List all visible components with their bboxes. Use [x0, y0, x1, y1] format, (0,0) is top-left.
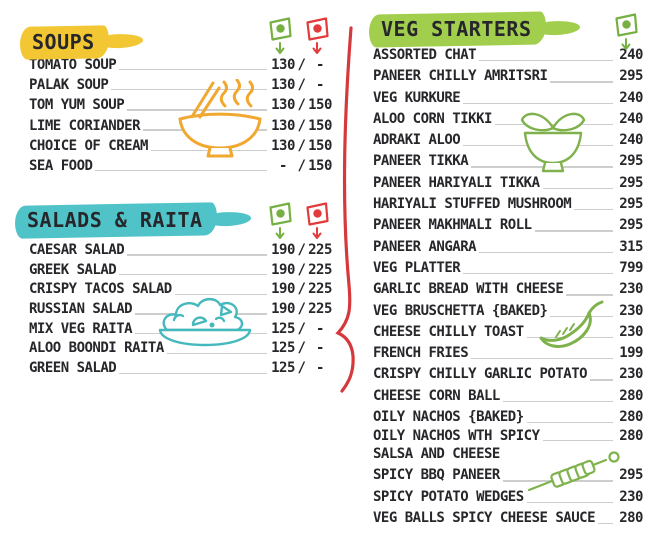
bbq-skewer-icon	[526, 450, 622, 498]
item-name: ALOO BOONDI RAITA	[29, 340, 164, 357]
menu-item-row	[29, 241, 332, 261]
leader-line	[566, 294, 613, 295]
item-name: CAESAR SALAD	[29, 242, 125, 258]
menu-item-row	[373, 258, 643, 279]
item-price	[271, 339, 332, 359]
item-price	[271, 75, 332, 95]
item-price-nonveg: -	[316, 340, 324, 357]
menu-item-row	[373, 407, 643, 428]
leader-line	[479, 60, 613, 61]
item-price: 315	[619, 238, 643, 255]
menu-item-row	[29, 359, 332, 379]
item-name: TOMATO SOUP	[29, 57, 117, 73]
menu-item-row	[373, 508, 643, 529]
item-price	[271, 280, 332, 300]
item-price-nonveg: -	[316, 57, 324, 73]
nonveg-flag-icon	[304, 201, 330, 241]
item-price-nonveg: 225	[308, 242, 332, 258]
price-separator: /	[297, 281, 306, 298]
item-price: 230	[619, 302, 643, 319]
price-separator: /	[297, 97, 306, 114]
item-price: 240	[619, 89, 643, 106]
price-separator: /	[297, 261, 306, 278]
price-separator: /	[297, 301, 306, 318]
chilli-icon	[536, 299, 608, 353]
price-separator: /	[297, 360, 306, 377]
item-price: 230	[619, 281, 643, 298]
item-price-nonveg: 225	[308, 301, 332, 318]
item-price: 280	[619, 409, 643, 426]
item-name: CRISPY CHILLY GARLIC POTATO	[373, 366, 588, 383]
item-price	[271, 300, 332, 320]
nonveg-flag-icon	[304, 16, 330, 56]
leader-line	[503, 401, 613, 402]
soup-bowl-icon	[170, 79, 270, 159]
leader-line	[119, 274, 267, 275]
leader-line	[119, 69, 267, 70]
item-name: TOM YUM SOUP	[29, 97, 125, 114]
item-name: CHOICE OF CREAM	[29, 137, 148, 154]
item-price-nonveg: 225	[308, 261, 332, 278]
menu-item-row	[373, 237, 643, 258]
price-separator: /	[297, 242, 306, 258]
item-name: ADRAKI ALOO	[373, 132, 461, 149]
menu-item-row	[373, 215, 643, 236]
item-price: 799	[619, 259, 643, 276]
veg-flag-icon	[267, 16, 293, 56]
item-price-veg: 130	[271, 117, 295, 134]
item-name: SPICY BBQ PANEER	[373, 467, 500, 484]
item-price-veg: 125	[271, 340, 295, 357]
item-price: 295	[619, 174, 643, 191]
item-name: PANEER MAKHMALI ROLL	[373, 217, 532, 234]
menu-item-row	[373, 386, 643, 407]
item-name: GARLIC BREAD WITH CHEESE	[373, 281, 564, 298]
item-name: MIX VEG RAITA	[29, 320, 133, 337]
item-price-veg: 130	[271, 137, 295, 154]
menu-item-row	[29, 261, 332, 281]
item-price-nonveg: 150	[308, 117, 332, 134]
item-price	[271, 241, 332, 261]
leader-line	[527, 422, 613, 423]
item-price: 280	[619, 509, 643, 526]
price-separator: /	[297, 137, 306, 154]
item-name: VEG BALLS SPICY CHEESE SAUCE	[373, 509, 596, 526]
item-price-veg: 190	[271, 281, 295, 298]
item-price-veg: 190	[271, 242, 295, 258]
leader-line	[543, 440, 613, 441]
item-price	[271, 261, 332, 281]
item-price: 280	[619, 428, 643, 445]
item-price-veg: 130	[271, 97, 295, 114]
item-name: VEG KURKURE	[373, 89, 461, 106]
item-price: 295	[619, 467, 643, 484]
item-price-nonveg: -	[316, 320, 324, 337]
leader-line	[167, 353, 267, 354]
leader-line	[463, 273, 613, 274]
leader-line	[127, 254, 267, 255]
item-price: 230	[619, 323, 643, 340]
item-price-veg: 130	[271, 77, 295, 94]
leader-line	[550, 81, 613, 82]
menu-item-row	[373, 109, 643, 130]
leader-line	[590, 379, 613, 380]
item-price: 295	[619, 68, 643, 85]
section-title-salads: SALADS & RAITA	[27, 208, 203, 232]
item-price-nonveg: 225	[308, 281, 332, 298]
veg-bowl-icon	[514, 106, 592, 174]
item-price-nonveg: -	[316, 77, 324, 94]
item-name: FRENCH FRIES	[373, 345, 469, 362]
price-separator: /	[297, 77, 306, 94]
item-name: GREEK SALAD	[29, 261, 117, 278]
item-price-veg: 190	[271, 261, 295, 278]
item-price	[271, 359, 332, 379]
item-name: CHEESE CORN BALL	[373, 387, 500, 404]
item-price: 230	[619, 488, 643, 505]
item-price-veg: -	[279, 157, 287, 174]
price-separator: /	[297, 157, 306, 174]
item-price-veg: 125	[271, 360, 295, 377]
item-price-veg: 130	[271, 57, 295, 73]
salad-plate-icon	[154, 292, 256, 350]
item-price: 280	[619, 387, 643, 404]
leader-line	[479, 252, 613, 253]
item-name: PANEER TIKKA	[373, 153, 469, 170]
item-name: PANEER ANGARA	[373, 238, 477, 255]
section-title-soups: SOUPS	[32, 30, 95, 54]
menu-item-row	[373, 66, 643, 87]
item-price-veg: 190	[271, 301, 295, 318]
leader-line	[527, 502, 613, 503]
menu-item-row	[373, 88, 643, 109]
price-separator: /	[297, 340, 306, 357]
item-name: ALOO CORN TIKKI	[373, 110, 492, 127]
item-name: PALAK SOUP	[29, 77, 109, 94]
item-price: 295	[619, 153, 643, 170]
item-price	[271, 320, 332, 340]
item-price	[271, 55, 332, 75]
item-price	[271, 136, 332, 156]
item-price-nonveg: 150	[308, 137, 332, 154]
menu-item-row	[373, 173, 643, 194]
price-separator: /	[297, 117, 306, 134]
item-price: 230	[619, 366, 643, 383]
item-name: SEA FOOD	[29, 157, 93, 174]
menu-item-row	[373, 45, 643, 66]
item-name: VEG PLATTER	[373, 259, 461, 276]
section-title-veg-starters: VEG STARTERS	[381, 17, 532, 41]
menu-item-row	[373, 194, 643, 215]
item-name: VEG BRUSCHETTA {BAKED}	[373, 302, 548, 319]
leader-line	[95, 170, 267, 171]
item-price	[271, 95, 332, 115]
item-name: PANEER CHILLY AMRITSRI	[373, 68, 548, 85]
veg-flag-icon	[267, 201, 293, 241]
menu-item-row	[373, 364, 643, 385]
item-price-veg: 125	[271, 320, 295, 337]
item-price: 240	[619, 47, 643, 63]
price-separator: /	[297, 57, 306, 73]
item-name-line2: SALSA AND CHEESE	[373, 445, 500, 462]
item-price-nonveg: 150	[308, 157, 332, 174]
item-name: RUSSIAN SALAD	[29, 301, 133, 318]
item-price	[271, 116, 332, 136]
leader-line	[598, 523, 613, 524]
item-name: OILY NACHOS {BAKED}	[373, 409, 524, 426]
veg-flag-icon	[613, 12, 639, 52]
menu-item-row	[373, 130, 643, 151]
item-price: 199	[619, 345, 643, 362]
item-price: 240	[619, 132, 643, 149]
item-name: CHEESE CHILLY TOAST	[373, 323, 524, 340]
price-separator: /	[297, 320, 306, 337]
item-name: GREEN SALAD	[29, 360, 117, 377]
item-price: 295	[619, 196, 643, 213]
leader-line	[471, 358, 613, 359]
item-price: 240	[619, 110, 643, 127]
menu-item-row	[373, 151, 643, 172]
leader-line	[574, 209, 613, 210]
leader-line	[535, 230, 613, 231]
leader-line	[119, 373, 267, 374]
item-name: HARIYALI STUFFED MUSHROOM	[373, 196, 572, 213]
item-price-nonveg: 150	[308, 97, 332, 114]
item-name: SPICY POTATO WEDGES	[373, 488, 524, 505]
menu-item-row	[373, 279, 643, 300]
leader-line	[543, 188, 613, 189]
item-name: PANEER HARIYALI TIKKA	[373, 174, 540, 191]
item-name: LIME CORIANDER	[29, 117, 141, 134]
item-name: CRISPY TACOS SALAD	[29, 281, 172, 298]
item-price-nonveg: -	[316, 360, 324, 377]
item-price: 295	[619, 217, 643, 234]
item-name: ASSORTED CHAT	[373, 47, 477, 63]
item-price	[271, 156, 332, 176]
item-name: OILY NACHOS WTH SPICY	[373, 428, 540, 445]
leader-line	[463, 103, 613, 104]
